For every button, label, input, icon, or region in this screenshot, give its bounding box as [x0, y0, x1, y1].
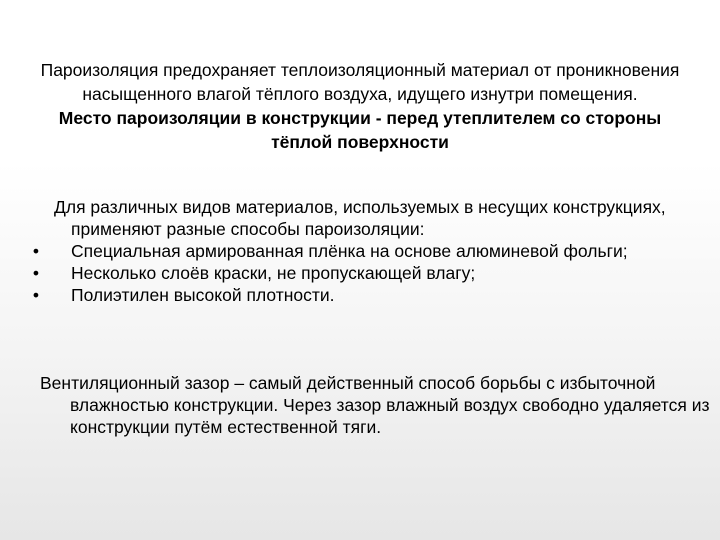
list-item-text: Несколько слоёв краски, не пропускающей влагу; — [71, 263, 476, 283]
intro-block — [40, 58, 680, 154]
intro-text: Пароизоляция предохраняет теплоизоляционный материал от проникновения насыщенного влагой тёплого воздуха, идущего изнутри помещения. — [40, 60, 680, 104]
bullet-icon: • — [32, 241, 40, 261]
materials-lead: Для различных видов материалов, используемых в несущих конструкциях, применяют разные способы пароизоляции: — [54, 197, 666, 239]
list-item — [26, 240, 696, 262]
list-item-text: Специальная армированная плёнка на основе алюминевой фольги; — [71, 241, 628, 261]
ventilation-text: Вентиляционный зазор – самый действенный способ борьбы с избыточной влажностью конструкции. Через зазор влажный воздух свободно удаляется из конструкции путём естественной тяги. — [40, 373, 710, 437]
list-item — [26, 262, 696, 284]
bullet-icon: • — [32, 285, 40, 305]
materials-list — [26, 240, 696, 306]
intro-emphasis: Место пароизоляции в конструкции - перед утеплителем со стороны тёплой поверхности — [58, 108, 662, 152]
list-item-text: Полиэтилен высокой плотности. — [71, 285, 335, 305]
list-item — [26, 284, 696, 306]
bullet-icon: • — [32, 263, 40, 283]
materials-block — [26, 196, 696, 306]
